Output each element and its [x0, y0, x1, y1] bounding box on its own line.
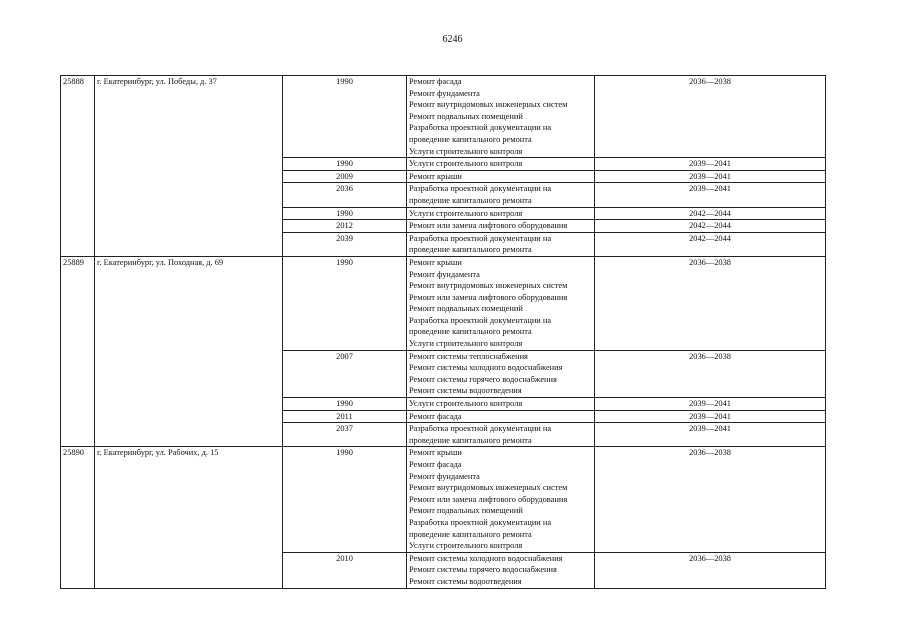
- work-item: Ремонт системы холодного водоснабжения: [409, 363, 563, 373]
- commissioning-year: 1990: [283, 207, 407, 220]
- planned-period: 2039—2041: [595, 183, 826, 207]
- planned-period: 2036—2038: [595, 447, 826, 552]
- work-item: Ремонт системы водоотведения: [409, 386, 522, 396]
- planned-period: 2039—2041: [595, 398, 826, 411]
- work-item: Ремонт фундамента: [409, 88, 480, 98]
- work-item: Ремонт крыши: [409, 171, 462, 181]
- work-item: Разработка проектной документации на: [409, 184, 552, 194]
- work-item: Ремонт фундамента: [409, 471, 480, 481]
- planned-period: 2036—2038: [595, 552, 826, 588]
- work-list: [407, 447, 595, 552]
- work-item: Услуги строительного контроля: [409, 339, 523, 349]
- commissioning-year: 1990: [283, 256, 407, 350]
- work-item: Ремонт подвальных помещений: [409, 506, 523, 516]
- work-item: Разработка проектной документации на: [409, 315, 552, 325]
- work-item: Ремонт системы водоотведения: [409, 576, 522, 586]
- work-item: Ремонт системы теплоснабжения: [409, 351, 528, 361]
- work-item: проведение капитального ремонта: [409, 327, 532, 337]
- planned-period: 2039—2041: [595, 170, 826, 183]
- commissioning-year: 2036: [283, 183, 407, 207]
- work-item: Ремонт внутридомовых инженерных систем: [409, 483, 568, 493]
- building-address: г. Екатеринбург, ул. Походная, д. 69: [95, 256, 283, 447]
- work-list: [407, 398, 595, 411]
- work-list: [407, 170, 595, 183]
- work-item: Ремонт или замена лифтового оборудования: [409, 292, 568, 302]
- work-item: Ремонт внутридомовых инженерных систем: [409, 100, 568, 110]
- commissioning-year: 1990: [283, 398, 407, 411]
- commissioning-year: 2010: [283, 552, 407, 588]
- building-id: 25888: [61, 76, 95, 257]
- work-item: Ремонт крыши: [409, 257, 462, 267]
- work-item: Услуги строительного контроля: [409, 159, 523, 169]
- commissioning-year: 2037: [283, 423, 407, 447]
- work-item: Ремонт подвальных помещений: [409, 304, 523, 314]
- commissioning-year: 2012: [283, 220, 407, 233]
- work-item: Ремонт системы холодного водоснабжения: [409, 553, 563, 563]
- work-list: [407, 158, 595, 171]
- work-item: проведение капитального ремонта: [409, 134, 532, 144]
- planned-period: 2042—2044: [595, 232, 826, 256]
- work-item: Услуги строительного контроля: [409, 541, 523, 551]
- building-id: 25889: [61, 256, 95, 447]
- work-item: Услуги строительного контроля: [409, 208, 523, 218]
- table-row: [61, 447, 826, 552]
- work-item: Ремонт фасада: [409, 460, 462, 469]
- building-address: г. Екатеринбург, ул. Рабочих, д. 15: [95, 447, 283, 588]
- work-item: проведение капитального ремонта: [409, 195, 532, 205]
- planned-period: 2036—2038: [595, 350, 826, 397]
- repair-schedule-body: [61, 76, 826, 589]
- work-item: Ремонт фасада: [409, 411, 462, 421]
- work-list: [407, 350, 595, 397]
- work-list: [407, 76, 595, 158]
- work-item: Разработка проектной документации на: [409, 123, 552, 133]
- work-item: Ремонт фундамента: [409, 269, 480, 279]
- commissioning-year: 2007: [283, 350, 407, 397]
- work-item: проведение капитального ремонта: [409, 245, 532, 255]
- work-item: Ремонт внутридомовых инженерных систем: [409, 281, 568, 291]
- planned-period: 2042—2044: [595, 207, 826, 220]
- repair-schedule-table: [60, 75, 826, 589]
- work-item: Ремонт крыши: [409, 448, 462, 458]
- table-row: [61, 76, 826, 158]
- work-item: Ремонт системы горячего водоснабжения: [409, 374, 557, 384]
- planned-period: 2042—2044: [595, 220, 826, 233]
- planned-period: 2036—2038: [595, 256, 826, 350]
- planned-period: 2039—2041: [595, 158, 826, 171]
- work-item: проведение капитального ремонта: [409, 529, 532, 539]
- work-item: Услуги строительного контроля: [409, 399, 523, 409]
- work-list: [407, 552, 595, 588]
- work-list: [407, 232, 595, 256]
- planned-period: 2039—2041: [595, 423, 826, 447]
- work-item: Услуги строительного контроля: [409, 146, 523, 156]
- table-row: [61, 256, 826, 350]
- work-item: проведение капитального ремонта: [409, 435, 532, 445]
- commissioning-year: 1990: [283, 158, 407, 171]
- work-item: Ремонт или замена лифтового оборудования: [409, 221, 568, 231]
- work-list: [407, 410, 595, 423]
- commissioning-year: 2011: [283, 410, 407, 423]
- work-item: Разработка проектной документации на: [409, 424, 552, 434]
- page-number: 6246: [442, 34, 463, 45]
- planned-period: 2036—2038: [595, 76, 826, 158]
- work-list: [407, 207, 595, 220]
- work-item: Ремонт системы горячего водоснабжения: [409, 565, 557, 575]
- work-list: [407, 256, 595, 350]
- work-item: Ремонт фасада: [409, 77, 462, 86]
- building-id: 25890: [61, 447, 95, 588]
- work-item: Разработка проектной документации на: [409, 517, 552, 527]
- commissioning-year: 1990: [283, 447, 407, 552]
- work-list: [407, 423, 595, 447]
- work-list: [407, 183, 595, 207]
- work-item: Разработка проектной документации на: [409, 233, 552, 243]
- work-item: Ремонт или замена лифтового оборудования: [409, 494, 568, 504]
- work-list: [407, 220, 595, 233]
- commissioning-year: 2039: [283, 232, 407, 256]
- commissioning-year: 2009: [283, 170, 407, 183]
- building-address: г. Екатеринбург, ул. Победы, д. 37: [95, 76, 283, 257]
- planned-period: 2039—2041: [595, 410, 826, 423]
- work-item: Ремонт подвальных помещений: [409, 111, 523, 121]
- commissioning-year: 1990: [283, 76, 407, 158]
